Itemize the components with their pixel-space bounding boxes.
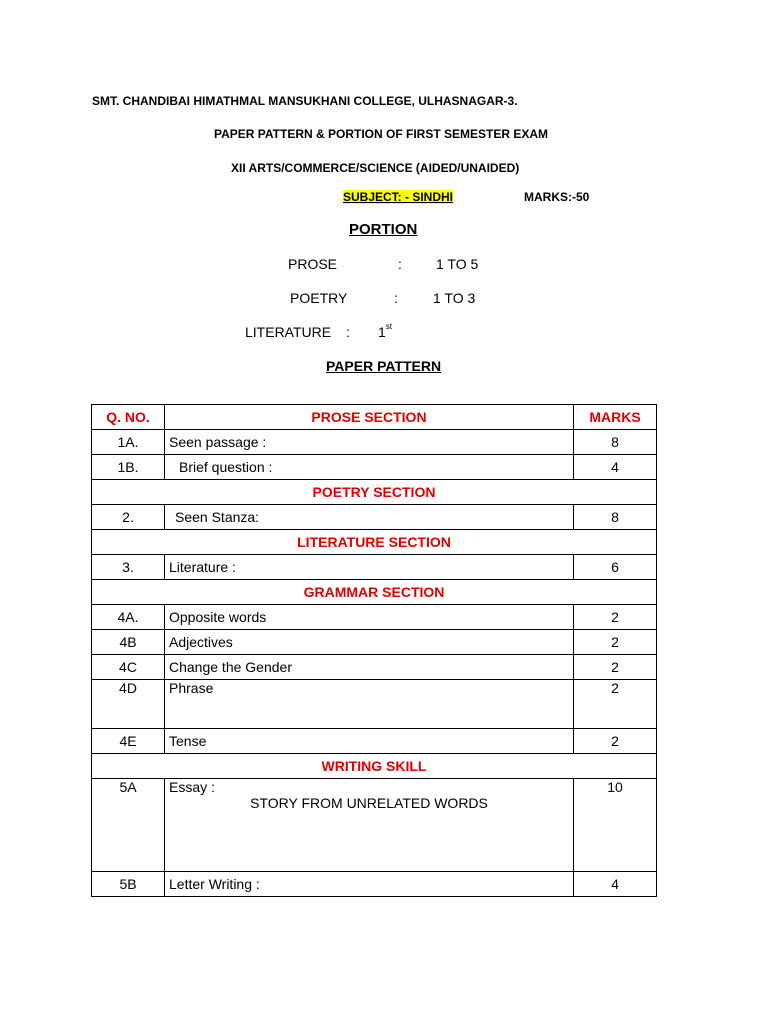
qno-header: Q. NO.	[92, 405, 165, 430]
question-cell: Phrase	[165, 680, 574, 729]
table-row	[92, 779, 657, 872]
writing-skill-header: WRITING SKILL	[92, 754, 657, 779]
table-row	[92, 505, 657, 530]
prose-section-header: PROSE SECTION	[165, 405, 574, 430]
question-cell: Essay : STORY FROM UNRELATED WORDS	[165, 779, 574, 872]
qno-cell: 4A.	[92, 605, 165, 630]
qno-cell: 5B	[92, 872, 165, 897]
subject-label: SUBJECT: - SINDHI	[343, 190, 454, 204]
poetry-value: 1 TO 3	[433, 290, 476, 306]
literature-label: LITERATURE	[245, 324, 332, 340]
portion-title: PORTION	[349, 221, 418, 238]
classes-line: XII ARTS/COMMERCE/SCIENCE (AIDED/UNAIDED)	[231, 161, 520, 175]
marks-cell: 8	[574, 505, 657, 530]
question-cell: Opposite words	[165, 605, 574, 630]
section-row	[92, 754, 657, 779]
marks-cell: 8	[574, 430, 657, 455]
marks-cell: 2	[574, 680, 657, 729]
qno-cell: 4E	[92, 729, 165, 754]
question-cell: Seen Stanza:	[165, 505, 574, 530]
qno-cell: 4C	[92, 655, 165, 680]
poetry-colon: :	[394, 290, 398, 306]
section-row	[92, 480, 657, 505]
marks-label: MARKS:-50	[524, 190, 590, 204]
table-row	[92, 555, 657, 580]
question-cell: Adjectives	[165, 630, 574, 655]
table-row	[92, 630, 657, 655]
poetry-label: POETRY	[290, 290, 348, 306]
prose-value: 1 TO 5	[436, 256, 479, 272]
prose-colon: :	[398, 256, 402, 272]
paper-pattern-table	[91, 404, 657, 897]
question-cell: Tense	[165, 729, 574, 754]
marks-cell: 2	[574, 605, 657, 630]
marks-cell: 6	[574, 555, 657, 580]
exam-title: PAPER PATTERN & PORTION OF FIRST SEMESTER EXAM	[214, 127, 549, 141]
marks-cell: 4	[574, 872, 657, 897]
paper-pattern-title: PAPER PATTERN	[326, 358, 442, 374]
literature-section-header: LITERATURE SECTION	[92, 530, 657, 555]
literature-colon: :	[346, 324, 350, 340]
qno-cell: 1B.	[92, 455, 165, 480]
table-row	[92, 680, 657, 729]
table-row	[92, 455, 657, 480]
question-cell: Brief question :	[165, 455, 574, 480]
section-row	[92, 580, 657, 605]
question-cell: Change the Gender	[165, 655, 574, 680]
qno-cell: 4B	[92, 630, 165, 655]
table-row	[92, 729, 657, 754]
table-row	[92, 430, 657, 455]
college-name: SMT. CHANDIBAI HIMATHMAL MANSUKHANI COLLEGE, ULHASNAGAR-3.	[92, 94, 518, 108]
question-cell: Seen passage :	[165, 430, 574, 455]
marks-cell: 10	[574, 779, 657, 872]
question-cell: Letter Writing :	[165, 872, 574, 897]
table-row	[92, 605, 657, 630]
qno-cell: 1A.	[92, 430, 165, 455]
qno-cell: 2.	[92, 505, 165, 530]
table-row	[92, 655, 657, 680]
grammar-section-header: GRAMMAR SECTION	[92, 580, 657, 605]
marks-header: MARKS	[574, 405, 657, 430]
prose-label: PROSE	[288, 256, 338, 272]
table-header-row	[92, 405, 657, 430]
poetry-section-header: POETRY SECTION	[92, 480, 657, 505]
qno-cell: 3.	[92, 555, 165, 580]
marks-cell: 2	[574, 630, 657, 655]
marks-cell: 2	[574, 729, 657, 754]
marks-cell: 4	[574, 455, 657, 480]
question-cell: Literature :	[165, 555, 574, 580]
literature-value: 1st	[378, 322, 393, 340]
qno-cell: 5A	[92, 779, 165, 872]
marks-cell: 2	[574, 655, 657, 680]
section-row	[92, 530, 657, 555]
table-row	[92, 872, 657, 897]
qno-cell: 4D	[92, 680, 165, 729]
